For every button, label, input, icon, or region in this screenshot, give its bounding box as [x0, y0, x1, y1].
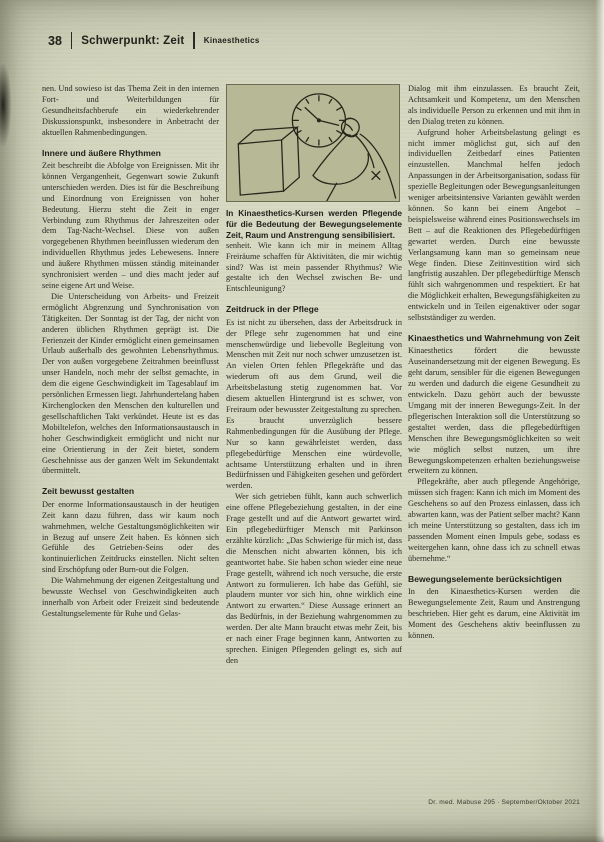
header-divider: [193, 32, 194, 49]
column-heading: Zeit bewusst gestalten: [42, 486, 135, 497]
body-paragraph: Kinaesthetics fördert die bewusste Auseinandersetzung mit der eigenen Bewegung. Es geht darum, sensibler für die eigenen Bewegungen zu werden und dadurch die eigene Gesundheit zu entwickeln. Dazu gehört auch der bewusste Umgang mit der inneren Bewegungs-Zeit. In der pflegerischen Interaktion soll die Unterstützung so gestaltet werden, dass die pflegebedürftigen Menschen ihre Bewegungsmöglichkeiten so weit wie möglich selbst nutzen, um ihre Bewegungskompetenzen erhalten beziehungsweise erweitern zu können.: [408, 346, 580, 476]
page-header: [48, 32, 260, 49]
topic-label: Kinaesthetics: [203, 36, 260, 45]
flexed-arm-icon: [313, 118, 396, 201]
body-paragraph: Der enorme Informationsaustausch in der heutigen Zeit kann dazu führen, dass wir kaum noch wahrnehmen, welche Gestaltungsmöglichkeiten wir in Bezug auf unsere Zeit haben. Es können sich Gefühle des Getrieben-Seins oder des kontinuierlichen Zeitdrucks einstellen. Nicht selten sind Erschöpfung oder Burn-out die Folgen.: [42, 499, 219, 575]
body-paragraph: Die Wahrnehmung der eigenen Zeitgestaltung und bewusste Wechsel von Geschwindigkeiten auch innerhalb von Arbeit oder Freizeit sind bedeutende Gestaltungselemente für Ruhe und Gelas-: [42, 576, 219, 618]
column-heading: Zeitdruck in der Pflege: [226, 304, 319, 315]
scan-edge-shadow: [0, 835, 604, 842]
text-column-3: [408, 84, 580, 804]
header-divider: [71, 32, 72, 49]
scan-shadow-artifact: [0, 46, 15, 164]
page-number: 38: [48, 33, 62, 48]
text-column-2-body: [226, 241, 402, 667]
body-paragraph: Es ist nicht zu übersehen, dass der Arbeitsdruck in der Pflege sehr zugenommen hat und eine menschenwürdige und liebevolle Begleitung von Menschen mit Zeit nur noch schwer umzusetzen ist. An vielen Orten fehlen Pflegekräfte und das wiederum oft aus dem Grund, weil die Arbeitsbelastung stetig zugenommen hat. Vor diesem aktuellen Hintergrund ist es schwer, von Freiraum oder bewusster Zeitgestaltung zu sprechen. Es braucht unverzüglich bessere Rahmenbedingungen für die Ausübung der Pflege. Nur so kann gewährleistet werden, dass pflegebedürftige Menschen eine würdevolle, achtsame Unterstützung erhalten und in ihren Bedürfnissen und Fähigkeiten gesehen und gefördert werden.: [226, 317, 402, 491]
column-heading: Kinaesthetics und Wahrnehmung von Zeit: [408, 332, 580, 343]
body-paragraph: Zeit beschreibt die Abfolge von Ereignissen. Mit ihr können Vergangenheit, Gegenwart sowie Zukunft unterschieden werden. Dies ist für die Beschreibung und Einordnung von Ereignissen von hoher Bedeutung. Hierzu steht die Zeit in enger Verbindung zum Rhythmus der Jahreszeiten oder dem Tag-Nacht-Wechsel. Diese von außen vorgegebenen Rhythmen beeinflussen wiederum den individuellen Rhythmus jedes Lebewesens. Innere und äußere Rhythmen müssen ständig miteinander synchronisiert werden – und dies macht jeder auf seine eigene Art und Weise.: [42, 161, 219, 290]
page-footer: Dr. med. Mabuse 295 · September/Oktober 2021: [428, 799, 580, 806]
cube-icon: [238, 127, 299, 195]
body-paragraph: senheit. Wie kann ich mir in meinem Alltag Freiräume schaffen für Aktivitäten, die mir wichtig sind? Was ist mein passender Rhythmus? Wie gestalte ich den Wechsel zwischen Be- und Entschleunigung?: [226, 240, 402, 294]
column-heading: Bewegungselemente berücksichtigen: [408, 573, 562, 584]
illustration-figure: [226, 84, 400, 202]
column-heading: Innere und äußere Rhythmen: [42, 147, 161, 158]
scan-edge-highlight: [595, 0, 604, 842]
body-paragraph: Dialog mit ihm einzulassen. Es braucht Zeit, Achtsamkeit und Kompetenz, um den Menschen als individuelle Person zu erkennen und mit ihm in den Dialog treten zu können.: [408, 84, 580, 126]
body-paragraph: Pflegekräfte, aber auch pflegende Angehörige, müssen sich fragen: Kann ich mich im Moment des Geschehens so auf den Prozess einlassen, dass ich abwarten kann, was der Patient selber macht? Kann ich meine Unterstützung so gestalten, dass ich im passenden Moment einen Impuls gebe, sodass es weitergehen kann, ohne dass ich zu schnell etwas übernehme.“: [408, 477, 580, 563]
illustration-caption: In Kinaesthetics-Kursen werden Pflegende für die Bedeutung der Bewegungselemente Zeit, Raum und Anstrengung sensibilisiert.: [226, 208, 402, 240]
text-column-1: [42, 84, 219, 804]
body-paragraph: Aufgrund hoher Arbeitsbelastung gelingt es nicht immer möglichst gut, sich auf den individuellen Zeitbedarf eines Patienten einzustellen. Manchmal helfen jedoch Anpassungen in der Arbeitsorganisation, sodass für spezielle Begleitungen oder Bewegungsanleitungen weniger arbeitsintensive Varianten gewählt werden können. So kann bei einem Angebot – beispielsweise während eines Positionswechsels im Bett – auf die Reaktionen des Pflegebedürftigen gewartet werden. Durch eine bewusste Verlangsamung kann man so gemeinsam neue Wege finden. Diese Zeitinvestition wird sich langfristig auszahlen. Der pflegebedürftige Mensch fühlt sich wahrgenommen und respektiert. Er hat die Möglichkeit erhalten, Bewegungsfähigkeiten zu entwickeln und in Teilen eigenaktiver oder sogar selbstständiger zu werden.: [408, 127, 580, 323]
body-paragraph: nen. Und sowieso ist das Thema Zeit in den internen Fort- und Weiterbildungen für Gesundheitsfachberufe ein wiederkehrender Diskussionspunkt, insbesondere in Anbetracht der aktuellen Rahmenbedingungen.: [42, 84, 219, 137]
body-paragraph: In den Kinaesthetics-Kursen werden die Bewegungselemente Zeit, Raum und Anstrengung beschrieben. Hier geht es darum, eine Aktivität im Moment des Geschehens aktiv beeinflussen zu können.: [408, 587, 580, 640]
text-column-2: [226, 84, 402, 804]
section-title: Schwerpunkt: Zeit: [81, 34, 185, 47]
clock-icon: [292, 94, 345, 147]
body-paragraph: Wer sich getrieben fühlt, kann auch schwerlich eine offene Pflegebeziehung gestalten, in der eine Frage gestellt und auf die Antwort gewartet wird. Ein pflegebedürftiger Mensch mit Parkinson erzählte kürzlich: „Das Schwierige für mich ist, dass die Menschen nicht abwarten können, bis ich geantwortet habe. Sie haben schon wieder eine neue Frage gestellt, während ich noch versuche, die erste Antwort zu formulieren. Ich habe das Gefühl, sie plaudern munter vor sich hin, ohne wirklich eine Antwort zu erwarten.“ Diese Aussage erinnert an das Bedürfnis, in der Beziehung wahrgenommen zu werden. Der alte Mann braucht etwas mehr Zeit, bis er nach einer Frage beginnen kann, Antworten zu sprechen. Einigen Pflegenden gelingt es, sich auf den: [226, 492, 402, 665]
body-paragraph: Die Unterscheidung von Arbeits- und Freizeit ermöglicht Abgrenzung und Synchronisation von Tätigkeiten. Der Sonntag ist der Tag, der nicht von anderen üblichen Rhythmen geprägt ist. Die Ferienzeit der Kinder ermöglicht einen gemeinsamen Urlaub außerhalb des gewohnten Lebensrhythmus. Der von außen vorgegebene Zeitrahmen beeinflusst unser Handeln, noch mehr der selbst gemachte, in dem die eigene Geschwindigkeit im Tagesablauf im persönlichen Ermessen liegt. Jahrhundertelang haben Kirchenglocken den Menschen den kulturellen und gesellschaftlichen Takt verkündet. Heute ist es das Mobiltelefon, welches den Informationsaustausch in hoher Geschwindigkeit ermöglicht und nicht nur eine Orientierung in der Zeit bietet, sondern Geschehnisse aus der ganzen Welt im Sekundentakt übermittelt.: [42, 291, 219, 476]
